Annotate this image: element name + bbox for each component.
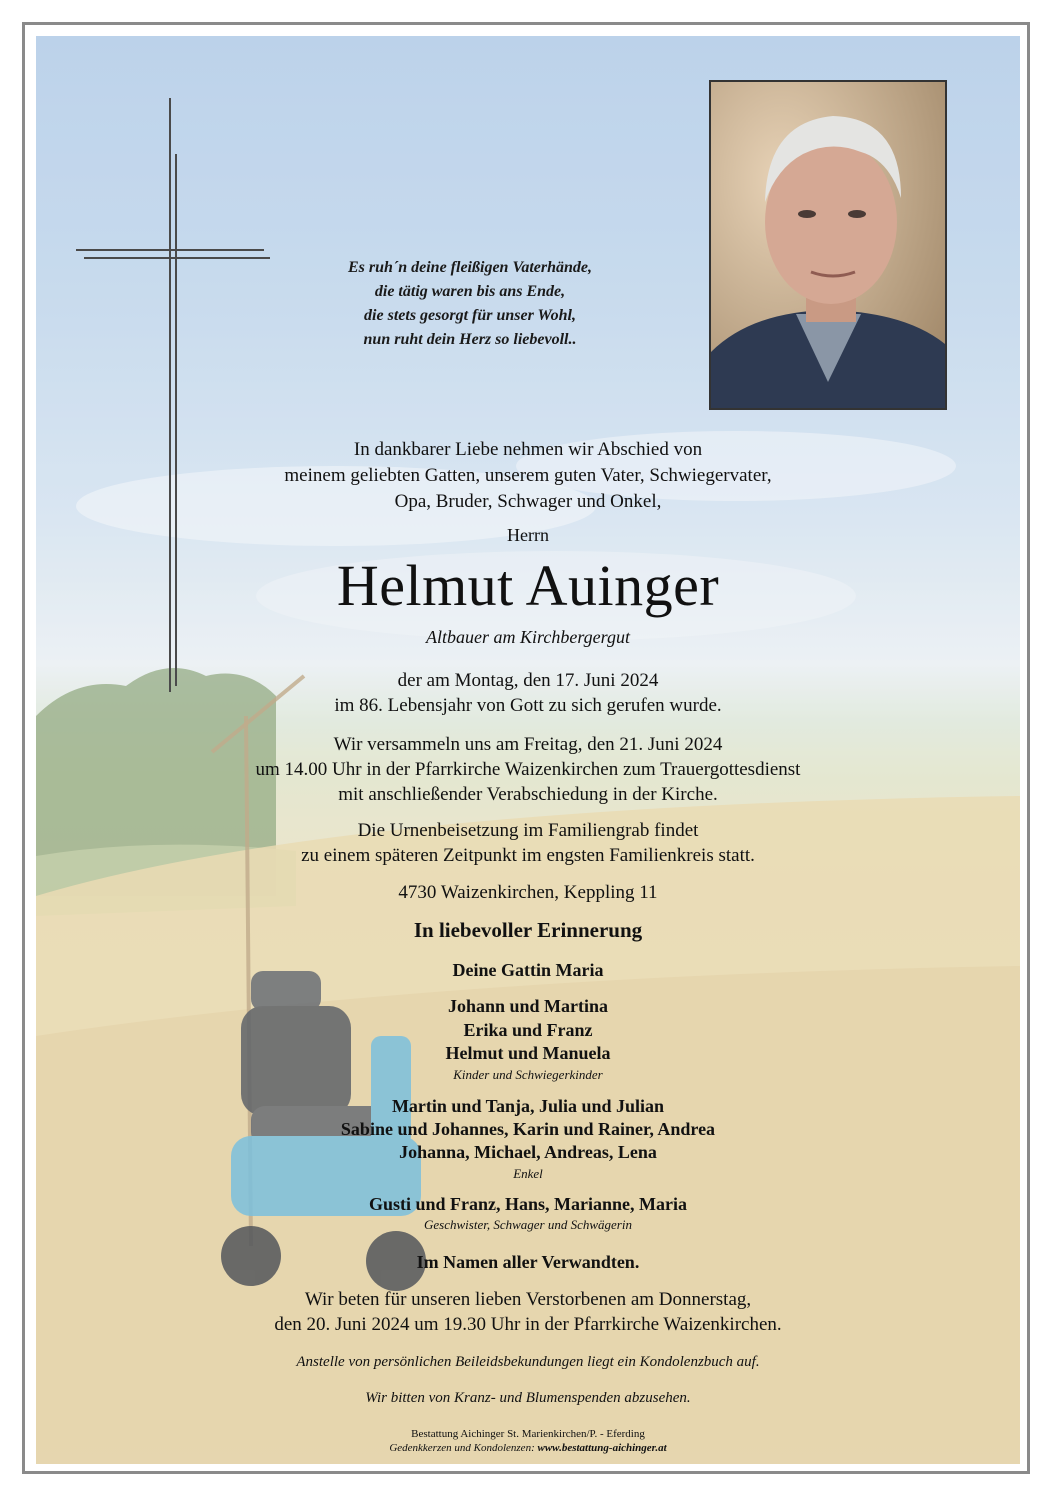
- address: 4730 Waizenkirchen, Keppling 11: [398, 882, 658, 903]
- children-line: Helmut und Manuela: [445, 1043, 611, 1063]
- poem-line: die tätig waren bis ans Ende,: [374, 283, 566, 300]
- service-line: Wir versammeln uns am Freitag, den 21. Juni 2024: [333, 734, 723, 755]
- children-line: Erika und Franz: [463, 1020, 593, 1040]
- siblings-caption: Geschwister, Schwager und Schwägerin: [424, 1217, 632, 1232]
- death-notice-line: im 86. Lebensjahr von Gott zu sich gerufen wurde.: [334, 695, 722, 716]
- condolence-note: Anstelle von persönlichen Beileidsbekundungen liegt ein Kondolenzbuch auf.: [296, 1354, 760, 1370]
- salutation: Herrn: [507, 525, 549, 545]
- memory-heading: In liebevoller Erinnerung: [413, 918, 643, 942]
- portrait-photo: [709, 80, 947, 410]
- poem-line: Es ruh´n deine fleißigen Vaterhände,: [347, 259, 593, 276]
- grandchildren-line: Martin und Tanja, Julia und Julian: [391, 1096, 665, 1116]
- poem-line: die stets gesorgt für unser Wohl,: [364, 307, 576, 324]
- poem-line: nun ruht dein Herz so liebevoll..: [363, 331, 577, 348]
- footer-undertaker: Bestattung Aichinger St. Marienkirchen/P. - Eferding: [411, 1428, 645, 1440]
- grandchildren-caption: Enkel: [513, 1166, 543, 1181]
- relatives: Im Namen aller Verwandten.: [416, 1252, 640, 1272]
- occupation: Altbauer am Kirchbergergut: [426, 627, 630, 647]
- footer-online-url[interactable]: www.bestattung-aichinger.at: [537, 1442, 667, 1454]
- intro-line: Opa, Bruder, Schwager und Onkel,: [394, 491, 662, 512]
- children-caption: Kinder und Schwiegerkinder: [453, 1067, 603, 1082]
- burial-line: Die Urnenbeisetzung im Familiengrab findet: [357, 820, 699, 841]
- grandchildren-line: Sabine und Johannes, Karin und Rainer, Andrea: [340, 1119, 716, 1139]
- death-notice-line: der am Montag, den 17. Juni 2024: [397, 670, 659, 691]
- siblings: Gusti und Franz, Hans, Marianne, Maria: [368, 1194, 687, 1214]
- footer-online: [0, 1442, 1056, 1454]
- spouse: Deine Gattin Maria: [452, 960, 604, 980]
- grandchildren-line: Johanna, Michael, Andreas, Lena: [399, 1142, 657, 1162]
- intro-line: In dankbarer Liebe nehmen wir Abschied von: [353, 439, 703, 460]
- poem: [280, 256, 660, 352]
- flowers-note: Wir bitten von Kranz- und Blumenspenden abzusehen.: [365, 1390, 691, 1406]
- deceased-name: Helmut Auinger: [336, 553, 720, 618]
- intro-line: meinem geliebten Gatten, unserem guten Vater, Schwiegervater,: [284, 465, 772, 486]
- service-line: mit anschließender Verabschiedung in der Kirche.: [338, 784, 718, 805]
- service-line: um 14.00 Uhr in der Pfarrkirche Waizenkirchen zum Trauergottesdienst: [255, 759, 801, 780]
- burial-line: zu einem späteren Zeitpunkt im engsten Familienkreis statt.: [301, 845, 755, 866]
- children-line: Johann und Martina: [447, 996, 609, 1016]
- prayer-line: Wir beten für unseren lieben Verstorbenen am Donnerstag,: [304, 1289, 752, 1310]
- footer-online-label: Gedenkkerzen und Kondolenzen:: [389, 1442, 535, 1454]
- prayer-line: den 20. Juni 2024 um 19.30 Uhr in der Pfarrkirche Waizenkirchen.: [274, 1314, 782, 1335]
